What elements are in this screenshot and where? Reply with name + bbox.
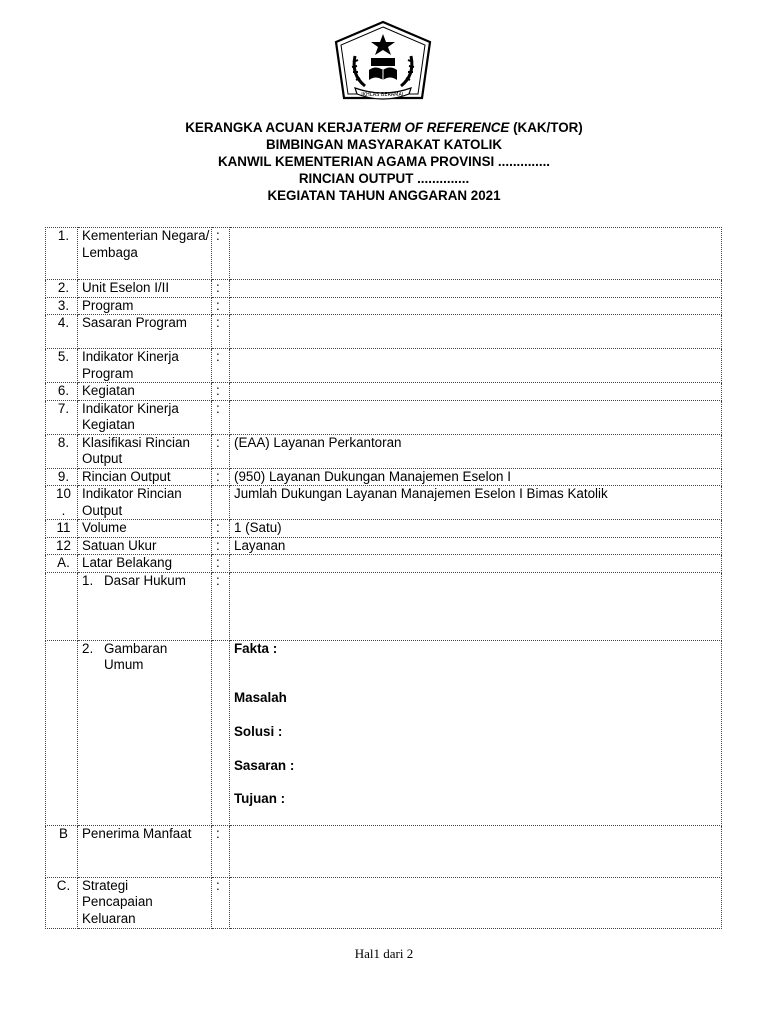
row-value: (EAA) Layanan Perkantoran bbox=[230, 434, 722, 468]
row-colon: : bbox=[212, 555, 230, 573]
ministry-emblem-icon bbox=[333, 20, 433, 110]
row-colon: : bbox=[212, 228, 230, 280]
row-label: Klasifikasi Rincian Output bbox=[78, 434, 212, 468]
row-number: 11 bbox=[46, 520, 78, 538]
row-number: C. bbox=[46, 877, 78, 928]
title-line-1: KERANGKA ACUAN KERJATERM OF REFERENCE (KAK/TOR) bbox=[185, 120, 583, 135]
dasar-hukum-label: 1. Dasar Hukum bbox=[82, 572, 186, 588]
title-line-5: KEGIATAN TAHUN ANGGARAN 2021 bbox=[267, 188, 501, 203]
masalah-label: Masalah bbox=[234, 689, 287, 705]
table-row-gambaran-umum bbox=[46, 640, 722, 825]
row-label: Strategi Pencapaian Keluaran bbox=[78, 877, 212, 928]
row-number: 3. bbox=[46, 297, 78, 315]
table-row bbox=[46, 383, 722, 401]
table-row bbox=[46, 400, 722, 434]
title-line-4: RINCIAN OUTPUT .............. bbox=[298, 171, 470, 186]
row-value bbox=[230, 400, 722, 434]
row-number: 7. bbox=[46, 400, 78, 434]
table-row bbox=[46, 520, 722, 538]
row-colon: : bbox=[212, 434, 230, 468]
table-row bbox=[46, 297, 722, 315]
row-number: 2. bbox=[46, 280, 78, 298]
gambaran-umum-label: 2. Gambaran Umum bbox=[82, 640, 168, 672]
table-row bbox=[46, 349, 722, 383]
row-value bbox=[230, 297, 722, 315]
tujuan-label: Tujuan : bbox=[234, 790, 286, 806]
row-number: 12 bbox=[46, 537, 78, 555]
row-value: Layanan bbox=[230, 537, 722, 555]
row-label: Kegiatan bbox=[78, 383, 212, 401]
row-value bbox=[230, 383, 722, 401]
title-line-3: KANWIL KEMENTERIAN AGAMA PROVINSI .............. bbox=[217, 154, 551, 169]
row-value bbox=[230, 280, 722, 298]
row-colon: : bbox=[212, 383, 230, 401]
row-label: Indikator Rincian Output bbox=[78, 486, 212, 520]
row-label: Unit Eselon I/II bbox=[78, 280, 212, 298]
row-label: Volume bbox=[78, 520, 212, 538]
row-colon: : bbox=[212, 468, 230, 486]
row-colon: : bbox=[212, 572, 230, 640]
row-number: 5. bbox=[46, 349, 78, 383]
table-row-dasar-hukum bbox=[46, 572, 722, 640]
row-value bbox=[230, 349, 722, 383]
row-colon: : bbox=[212, 349, 230, 383]
table-row bbox=[46, 280, 722, 298]
fakta-label: Fakta : bbox=[234, 640, 278, 656]
title-line-2: BIMBINGAN MASYARAKAT KATOLIK bbox=[265, 137, 503, 152]
row-value: Jumlah Dukungan Layanan Manajemen Eselon I Bimas Katolik bbox=[230, 486, 722, 520]
row-label: Indikator Kinerja Kegiatan bbox=[78, 400, 212, 434]
row-number: A. bbox=[46, 555, 78, 573]
row-colon: : bbox=[212, 297, 230, 315]
row-label: Kementerian Negara/ Lembaga bbox=[78, 228, 212, 280]
row-label: Indikator Kinerja Program bbox=[78, 349, 212, 383]
svg-text:IKHLAS BERAMAL: IKHLAS BERAMAL bbox=[361, 92, 405, 98]
table-row bbox=[46, 434, 722, 468]
table-row bbox=[46, 486, 722, 520]
row-value bbox=[230, 228, 722, 280]
table-row bbox=[46, 555, 722, 573]
row-label: Sasaran Program bbox=[78, 315, 212, 349]
row-colon: : bbox=[212, 537, 230, 555]
row-label: Latar Belakang bbox=[78, 555, 212, 573]
row-number: 10 . bbox=[46, 486, 78, 520]
row-value: (950) Layanan Dukungan Manajemen Eselon I bbox=[230, 468, 722, 486]
row-value: 1 (Satu) bbox=[230, 520, 722, 538]
row-colon: : bbox=[212, 400, 230, 434]
document-title bbox=[0, 119, 768, 204]
row-value bbox=[230, 315, 722, 349]
row-colon: : bbox=[212, 520, 230, 538]
table-row bbox=[46, 315, 722, 349]
row-colon: : bbox=[212, 280, 230, 298]
row-number: 4. bbox=[46, 315, 78, 349]
table-row bbox=[46, 877, 722, 928]
row-number: 8. bbox=[46, 434, 78, 468]
solusi-label: Solusi : bbox=[234, 723, 283, 739]
table-row bbox=[46, 228, 722, 280]
row-colon: : bbox=[212, 877, 230, 928]
kak-table bbox=[45, 227, 722, 929]
row-label: Penerima Manfaat bbox=[78, 825, 212, 877]
table-row bbox=[46, 825, 722, 877]
row-number: B bbox=[46, 825, 78, 877]
row-value bbox=[230, 555, 722, 573]
row-number: 1. bbox=[46, 228, 78, 280]
sasaran-label: Sasaran : bbox=[234, 757, 295, 773]
row-colon: : bbox=[212, 825, 230, 877]
row-colon: : bbox=[212, 315, 230, 349]
row-colon bbox=[212, 486, 230, 520]
row-label: Program bbox=[78, 297, 212, 315]
row-number: 6. bbox=[46, 383, 78, 401]
table-row bbox=[46, 468, 722, 486]
page-footer: Hal1 dari 2 bbox=[354, 946, 414, 961]
table-row bbox=[46, 537, 722, 555]
row-number: 9. bbox=[46, 468, 78, 486]
row-label: Satuan Ukur bbox=[78, 537, 212, 555]
row-label: Rincian Output bbox=[78, 468, 212, 486]
